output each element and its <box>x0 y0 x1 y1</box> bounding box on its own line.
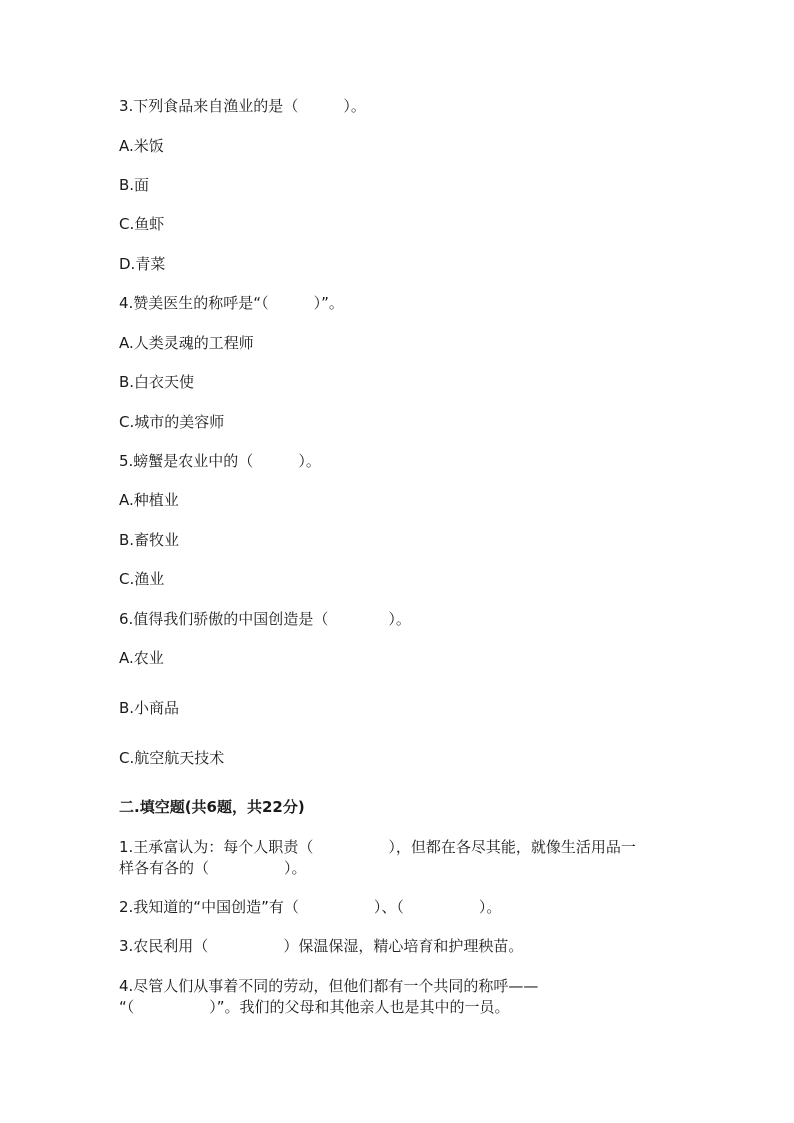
question-3-option-a: A.米饭 <box>119 137 164 155</box>
fill-question-2: 2.我知道的“中国创造”有（ ）、（ ）。 <box>119 898 502 916</box>
question-4-option-a: A.人类灵魂的工程师 <box>119 334 254 352</box>
fill-question-4-line-2: “（ ）”。我们的父母和其他亲人也是其中的一员。 <box>119 998 510 1016</box>
question-3-option-d: D.青菜 <box>119 255 166 273</box>
question-4-option-b: B.白衣天使 <box>119 373 195 391</box>
question-5-stem: 5.螃蟹是农业中的（ ）。 <box>119 452 321 470</box>
question-4-option-c: C.城市的美容师 <box>119 413 225 431</box>
question-3-option-b: B.面 <box>119 176 150 194</box>
question-5-option-b: B.畜牧业 <box>119 531 180 549</box>
fill-question-4-line-1: 4.尽管人们从事着不同的劳动，但他们都有一个共同的称呼—— <box>119 977 539 995</box>
question-3-stem: 3.下列食品来自渔业的是（ ）。 <box>119 97 366 115</box>
question-6-option-c: C.航空航天技术 <box>119 749 225 767</box>
question-6-option-a: A.农业 <box>119 649 164 667</box>
fill-question-3: 3.农民利用（ ）保温保湿，精心培育和护理秧苗。 <box>119 937 524 955</box>
question-3-option-c: C.鱼虾 <box>119 215 165 233</box>
question-4-stem: 4.赞美医生的称呼是“（ ）”。 <box>119 294 344 312</box>
question-6-stem: 6.值得我们骄傲的中国创造是（ ）。 <box>119 610 411 628</box>
question-6-option-b: B.小商品 <box>119 699 180 717</box>
question-5-option-c: C.渔业 <box>119 570 165 588</box>
fill-question-1-line-1: 1.王承富认为：每个人职责（ ），但都在各尽其能，就像生活用品一 <box>119 838 636 856</box>
fill-question-1-line-2: 样各有各的（ ）。 <box>119 859 307 877</box>
question-5-option-a: A.种植业 <box>119 491 179 509</box>
section-2-title: 二.填空题(共6题，共22分) <box>119 798 305 816</box>
